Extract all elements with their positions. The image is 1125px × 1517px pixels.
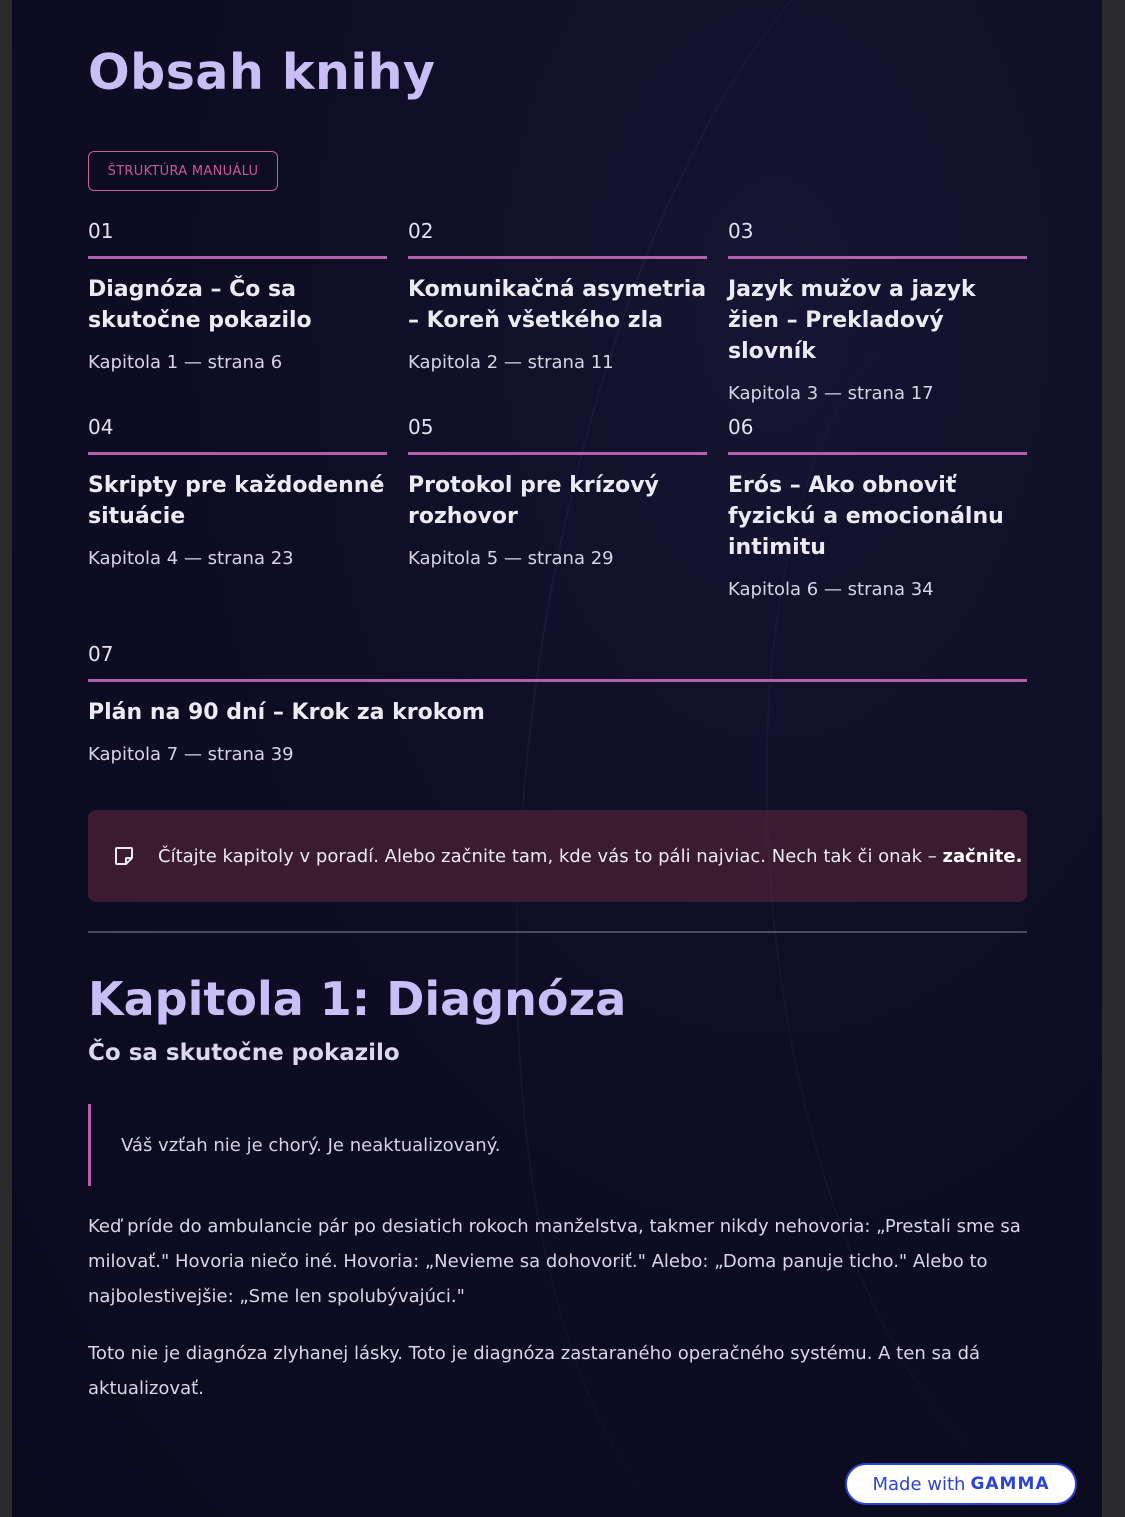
chapter-number: 02 <box>408 219 434 243</box>
page-title: Obsah knihy <box>88 44 436 101</box>
made-with-gamma-badge[interactable] <box>845 1463 1077 1505</box>
gamma-badge-prefix: Made with <box>872 1473 966 1495</box>
chapter-number: 06 <box>728 415 754 439</box>
chapter-title: Diagnóza – Čo sa skutočne pokazilo <box>88 277 312 333</box>
chapter-rule <box>728 452 1027 455</box>
chapter-meta: Kapitola 6 — strana 34 <box>728 579 934 600</box>
document-page <box>12 0 1102 1517</box>
chapter-meta: Kapitola 7 — strana 39 <box>88 744 294 765</box>
blockquote <box>88 1104 788 1186</box>
section-divider <box>88 931 1027 933</box>
chapter-number: 05 <box>408 415 434 439</box>
chapter-rule <box>728 256 1027 259</box>
chapter-card[interactable] <box>88 415 387 569</box>
chapter-rule <box>88 452 387 455</box>
chapter-card[interactable] <box>728 415 1027 600</box>
chapter-number: 03 <box>728 219 754 243</box>
note-text <box>158 846 1022 867</box>
chapter-subheading: Čo sa skutočne pokazilo <box>88 1040 400 1066</box>
chapter-card[interactable] <box>88 219 387 373</box>
chapter-meta: Kapitola 2 — strana 11 <box>408 352 614 373</box>
chapter-rule <box>88 679 1027 682</box>
chapter-title: Skripty pre každodenné situácie <box>88 473 385 529</box>
note-text-emphasis: začnite. <box>942 845 1023 867</box>
chapter-card[interactable] <box>408 415 707 569</box>
chapter-card[interactable] <box>728 219 1027 404</box>
chapter-title: Protokol pre krízový rozhovor <box>408 473 659 529</box>
chapter-card[interactable] <box>88 642 1027 765</box>
chapter-title: Plán na 90 dní – Krok za krokom <box>88 700 485 725</box>
paragraph: Keď príde do ambulancie pár po desiatich rokoch manželstva, takmer nikdy nehovoria: „Prestali sme sa milovať." Hovoria niečo iné. Hovoria: „Nevieme sa dohovoriť." Alebo: „Doma panuje ticho." Alebo to najbolestivejšie: „Sme len spolubývajúci." <box>88 1216 1021 1307</box>
chapter-rule <box>408 452 707 455</box>
chapter-meta: Kapitola 1 — strana 6 <box>88 352 283 373</box>
note-icon <box>112 844 136 868</box>
chapter-title: Erós – Ako obnoviť fyzickú a emocionálnu intimitu <box>728 473 1004 560</box>
chapter-number: 01 <box>88 219 114 243</box>
chapter-number: 04 <box>88 415 114 439</box>
chapter-title: Jazyk mužov a jazyk žien – Prekladový slovník <box>728 277 976 364</box>
chapter-card[interactable] <box>408 219 707 373</box>
chapter-heading: Kapitola 1: Diagnóza <box>88 972 627 1026</box>
chapter-rule <box>88 256 387 259</box>
paragraph: Toto nie je diagnóza zlyhanej lásky. Toto je diagnóza zastaraného operačného systému. A ten sa dá aktualizovať. <box>88 1343 981 1399</box>
section-badge: ŠTRUKTÚRA MANUÁLU <box>88 151 278 191</box>
reading-note <box>88 810 1027 902</box>
chapter-meta: Kapitola 4 — strana 23 <box>88 548 294 569</box>
note-text-body: Čítajte kapitoly v poradí. Alebo začnite tam, kde vás to páli najviac. Nech tak či onak – <box>158 845 943 867</box>
chapter-meta: Kapitola 5 — strana 29 <box>408 548 614 569</box>
chapter-number: 07 <box>88 642 114 666</box>
chapter-meta: Kapitola 3 — strana 17 <box>728 383 934 404</box>
quote-text: Váš vzťah nie je chorý. Je neaktualizovaný. <box>121 1134 501 1156</box>
gamma-logo: GAMMA <box>970 1474 1050 1494</box>
chapter-rule <box>408 256 707 259</box>
chapter-title: Komunikačná asymetria – Koreň všetkého zla <box>408 277 707 333</box>
